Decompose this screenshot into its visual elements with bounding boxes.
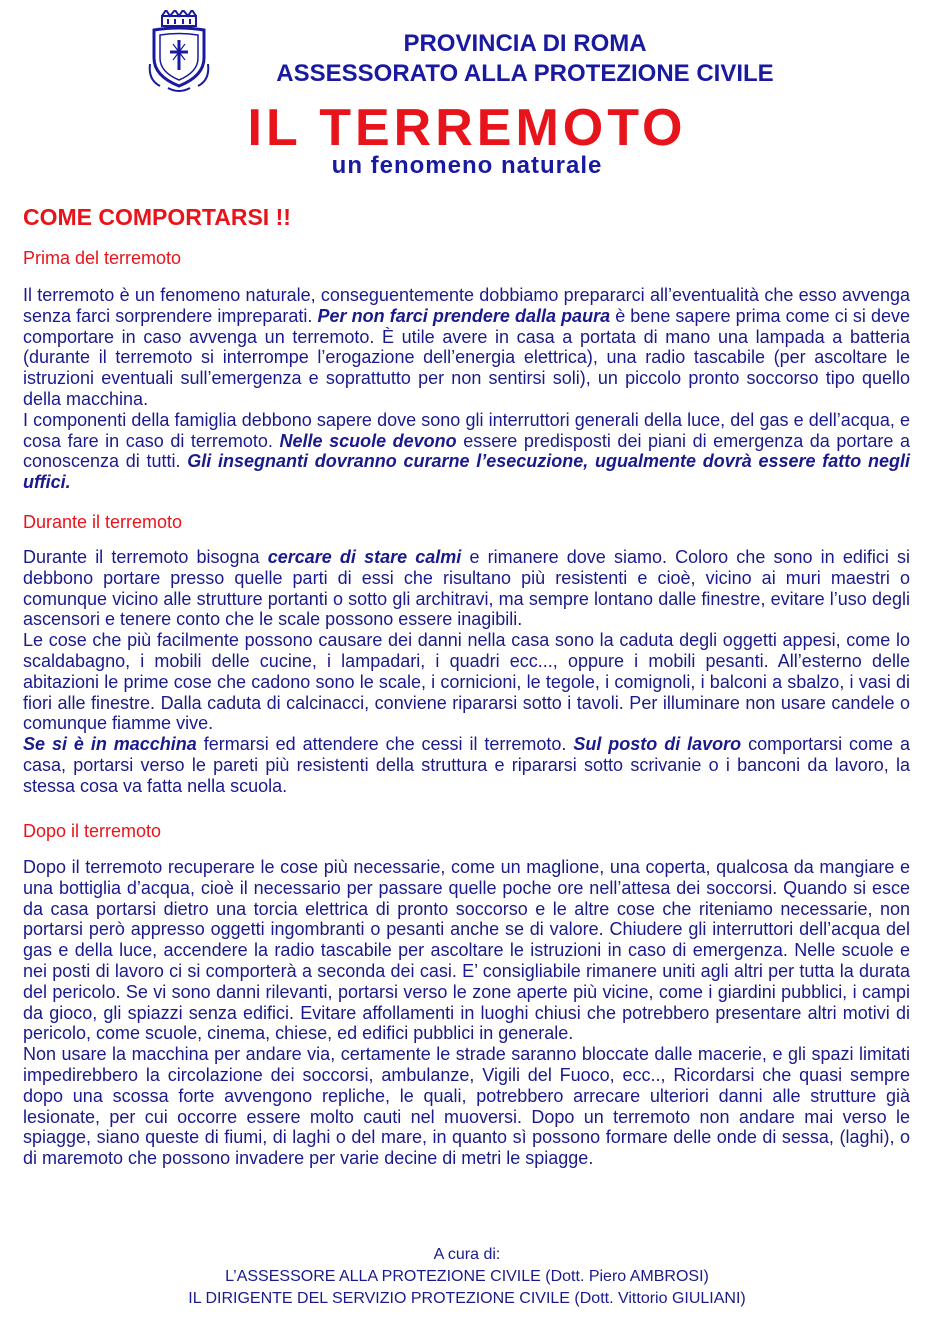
section-text-prima: [23, 285, 910, 493]
section-heading-prima: Prima del terremoto: [23, 248, 182, 268]
paragraph: Durante il terremoto bisogna cercare di stare calmi e rimanere dove siamo. Coloro che sono in edifici si debbono portare presso quelle parti di essi che risultano più resistenti e cioè, vicino ai muri maestri o comunque vicino alle strutture portanti o sotto gli architravi, ma sempre lontano dalle finestre, evitare l’uso degli ascensori e tenere conto che le scale possono essere inagibili.: [23, 547, 910, 630]
page-subtitle: un fenomeno naturale: [331, 152, 603, 179]
footer-dirigente: IL DIRIGENTE DEL SERVIZIO PROTEZIONE CIVILE (Dott. Vittorio GIULIANI): [188, 1290, 746, 1307]
paragraph: Dopo il terremoto recuperare le cose più necessarie, come un maglione, una coperta, qualcosa da mangiare e una bottiglia d’acqua, cioè il necessario per passare quelle poche ore nell’attesa dei soccorsi. Quando si esce da casa portarsi dietro una torcia elettrica di pronto soccorso e le altre cose che riteniamo necessarie, non portarsi però appresso oggetti ingombranti o pesanti anche se di valore. Chiudere gli interruttori dell’acqua del gas e della luce, accendere la radio tascabile per ascoltare le istruzioni in caso di emergenza. Nelle scuole e nei posti di lavoro ci si comporterà a seconda dei casi. E’ consigliabile rimanere uniti agli altri per tutta la durata del pericolo. Se vi sono danni rilevanti, portarsi verso le zone aperte più vicine, come i giardini pubblici, i campi da gioco, gli spiazzi senza edifici. Evitare affollamenti in luoghi chiusi che potrebbero presentare altri motivi di pericolo, come scuole, cinema, chiese, ed edifici pubblici in generale.: [23, 857, 910, 1044]
paragraph: Non usare la macchina per andare via, certamente le strade saranno bloccate dalle macerie, e gli spazi limitati impedirebbero la circolazione dei soccorsi, ambulanze, Vigili del Fuoco, ecc.., Ricordarsi che quasi sempre dopo una scossa forte avvengono repliche, le quali, potrebbero arrecare ulteriori danni alle strutture già lesionate, per cui occorre essere molto cauti nel muoversi. Dopo un terremoto non andare mai verso le spiagge, siano queste di fiumi, di laghi o del mare, in quanto sì possono formare delle onde di sessa, (laghi), o di maremoto che possono invadere per varie decine di metri le spiagge.: [23, 1044, 910, 1169]
paragraph: I componenti della famiglia debbono sapere dove sono gli interruttori generali della luce, del gas e dell’acqua, e cosa fare in caso di terremoto. Nelle scuole devono essere predisposti dei piani di emergenza da portare a conoscenza di tutti. Gli insegnanti dovranno curarne l’esecuzione, ugualmente dovrà essere fatto negli uffici.: [23, 409, 910, 493]
section-text-durante: [23, 547, 910, 797]
footer-label: A cura di:: [433, 1246, 501, 1263]
header-line-provincia: PROVINCIA DI ROMA: [403, 30, 647, 57]
paragraph: Le cose che più facilmente possono causare dei danni nella casa sono la caduta degli oggetti appesi, come lo scaldabagno, i mobili delle cucine, i lampadari, i quadri ecc..., oppure i mobili pesanti. All’esterno delle abitazioni le prime cose che cadono sono le scale, i cornicioni, le tegole, i comignoli, i balconi a sbalzo, i vasi di fiori alle finestre. Dalla caduta di calcinacci, conviene ripararsi sotto i tavoli. Per illuminare non usare candele o comunque fiamme vive.: [23, 630, 910, 734]
page-title: IL TERREMOTO: [247, 99, 687, 157]
section-heading-dopo: Dopo il terremoto: [23, 821, 162, 841]
section-heading-durante: Durante il terremoto: [23, 512, 183, 532]
header-line-assessorato: ASSESSORATO ALLA PROTEZIONE CIVILE: [276, 60, 774, 87]
paragraph: Il terremoto è un fenomeno naturale, conseguentemente dobbiamo prepararci all’eventualità che esso avvenga senza farci sorprendere impreparati. Per non farci prendere dalla paura è bene sapere prima come ci si deve comportare in caso avvenga un terremoto. È utile avere in casa a portata di mano una lampada a batteria (durante il terremoto si interrompe l’erogazione dell’energia elettrica), una radio tascabile (per ascoltare le istruzioni eventuali sull’emergenza e soprattutto per non sentirsi soli), un piccolo pronto soccorso tipo quello della macchina.: [23, 285, 910, 409]
coat-of-arms-crest-icon: [146, 10, 212, 94]
footer-assessore: L’ASSESSORE ALLA PROTEZIONE CIVILE (Dott. Piero AMBROSI): [225, 1268, 709, 1285]
section-text-dopo: [23, 857, 910, 1169]
main-heading: COME COMPORTARSI !!: [23, 204, 291, 230]
paragraph: Se si è in macchina fermarsi ed attendere che cessi il terremoto. Sul posto di lavoro comportarsi come a casa, portarsi verso le pareti più resistenti della struttura e ripararsi sotto scrivanie o i banconi da lavoro, la stessa cosa va fatta nella scuola.: [23, 734, 911, 796]
footer: [0, 1244, 934, 1310]
